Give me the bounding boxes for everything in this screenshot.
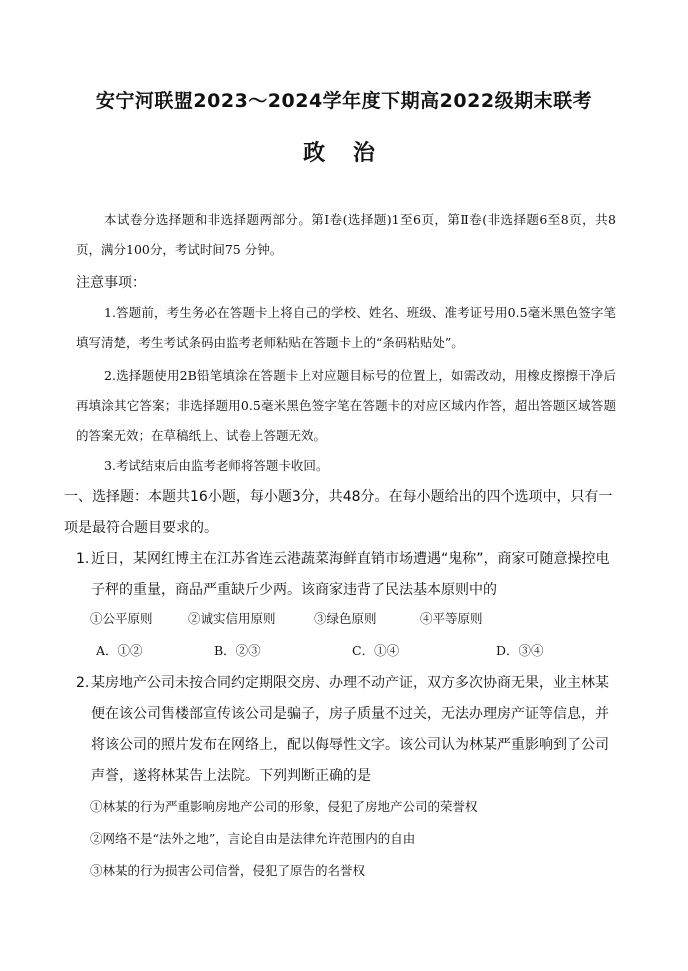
statement: ③绿色原则 [314,611,377,626]
intro-paragraph: 本试卷分选择题和非选择题两部分。第Ⅰ卷(选择题)1至6页，第Ⅱ卷(非选择题6至8页，共8页，满分100分，考试时间75 分钟。 [76,212,616,257]
section-heading: 一、选择题：本题共16小题，每小题3分，共48分。在每小题给出的四个选项中，只有一项是最符合题目要求的。 [64,489,613,536]
question-number: 1. [76,551,90,567]
statement: ④平等原则 [420,611,483,626]
choice-a[interactable]: A．①② [96,643,143,658]
question-stem: 某房地产公司未按合同约定期限交房、办理不动产证，双方多次协商无果，业主林某便在该公司售楼部宣传该公司是骗子，房子质量不过关，无法办理房产证等信息，并将该公司的照片发布在网络上，配以侮辱性文字。该公司认为林某严重影响到了公司声誉，遂将林某告上法院。下列判断正确的是 [91,675,609,784]
question-2-statement-3: ③林某的行为损害公司信誉，侵犯了原告的名誉权 [90,863,366,878]
question-number: 2. [76,675,90,691]
notice-item-2: 2.选择题使用2B铅笔填涂在答题卡上对应题目标号的位置上，如需改动，用橡皮擦擦干净后再填涂其它答案；非选择题用0.5毫米黑色签字笔在答题卡的对应区域内作答，超出答题区域答题的答案无效；在草稿纸上、试卷上答题无效。 [76,368,616,443]
notice-item-1: 1.答题前，考生务必在答题卡上将自己的学校、姓名、班级、准考证号用0.5毫米黑色签字笔填写清楚，考生考试条码由监考老师粘贴在答题卡上的“条码粘贴处”。 [76,305,616,350]
exam-title: 安宁河联盟2023～2024学年度下期高2022级期末联考 [95,90,593,112]
notice-heading: 注意事项： [76,275,146,291]
choice-b[interactable]: B．②③ [214,643,261,658]
statement: ①公平原则 [90,611,153,626]
question-1 [76,544,620,606]
question-2-statement-1: ①林某的行为严重影响房地产公司的形象，侵犯了房地产公司的荣誉权 [90,799,478,814]
choice-d[interactable]: D．③④ [496,643,544,658]
question-2 [76,668,620,792]
notice-item-3: 3.考试结束后由监考老师将答题卡收回。 [104,458,329,473]
question-stem: 近日，某网红博主在江苏省连云港蔬菜海鲜直销市场遭遇“鬼称”，商家可随意操控电子秤的重量，商品严重缺斤少两。该商家违背了民法基本原则中的 [91,551,610,598]
question-2-statement-2: ②网络不是“法外之地”，言论自由是法律允许范围内的自由 [90,831,416,846]
choice-c[interactable]: C．①④ [352,643,400,658]
statement: ②诚实信用原则 [188,611,276,626]
exam-subject: 政 治 [303,141,385,166]
